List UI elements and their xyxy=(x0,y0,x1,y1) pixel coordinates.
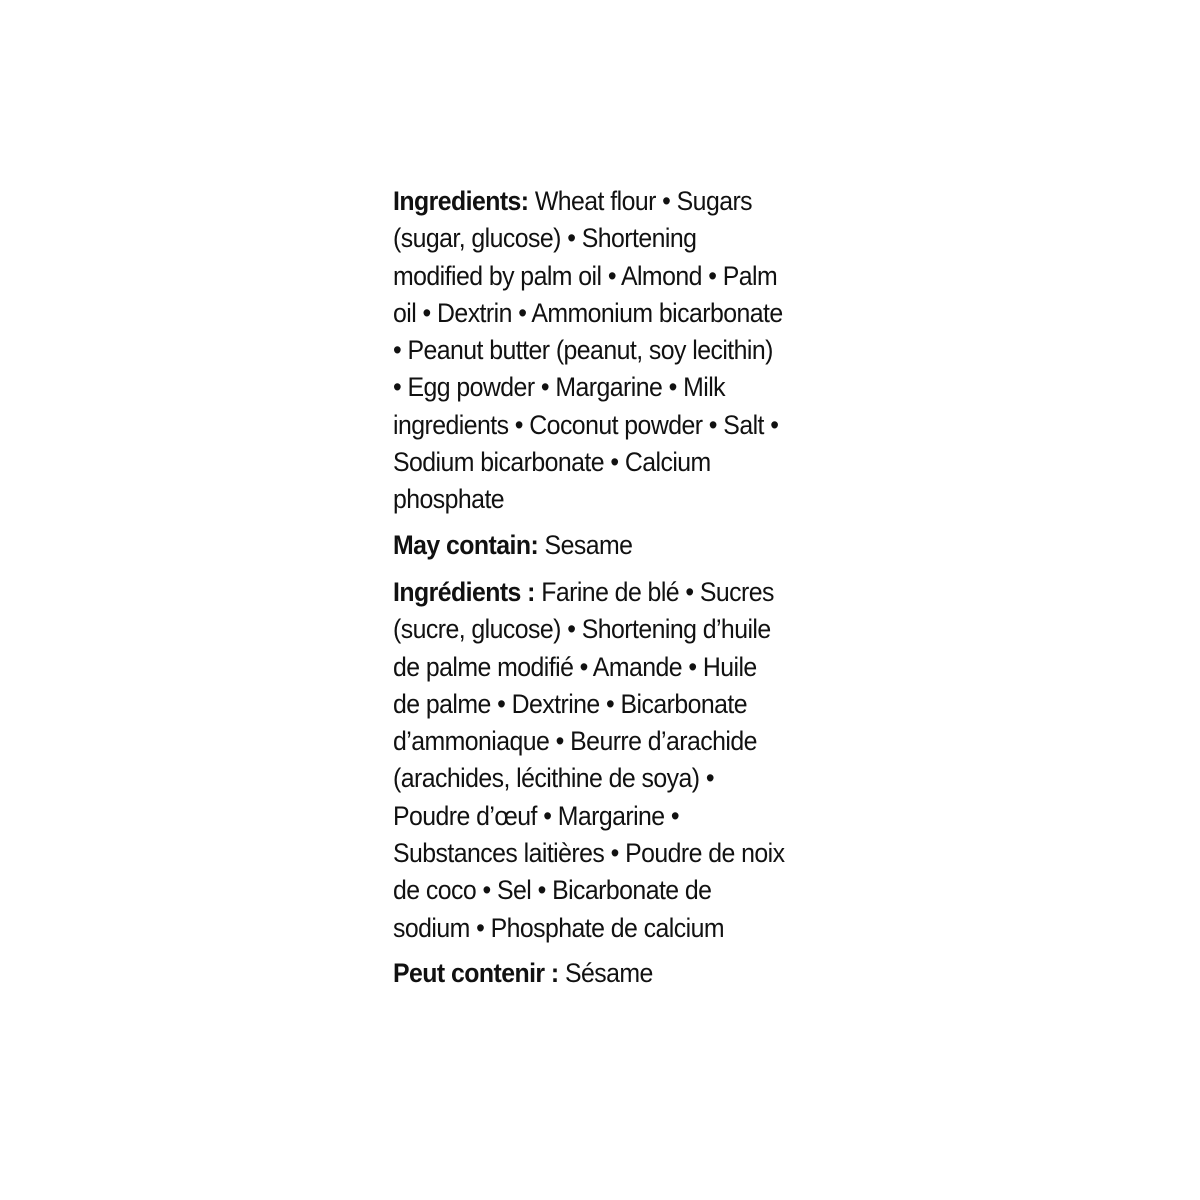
english-may-contain-block xyxy=(393,527,842,564)
french-ingredients-line: sodium • Phosphate de calcium xyxy=(393,912,724,943)
french-may-contain-heading: Peut contenir : xyxy=(393,957,559,988)
english-may-contain-line xyxy=(393,527,842,564)
french-ingredients-line: Poudre d’œuf • Margarine • xyxy=(393,800,680,831)
english-may-contain-heading: May contain: xyxy=(393,529,539,560)
french-ingredients-line: de coco • Sel • Bicarbonate de xyxy=(393,875,712,906)
english-ingredients-line: ingredients • Coconut powder • Salt • xyxy=(393,409,779,440)
french-ingredients-block xyxy=(393,574,842,947)
french-ingredients-heading: Ingrédients : xyxy=(393,576,535,607)
english-ingredients-line: (sugar, glucose) • Shortening xyxy=(393,223,697,254)
english-ingredients-line: phosphate xyxy=(393,484,505,515)
french-ingredients-line-1 xyxy=(393,574,842,611)
french-ingredients-line: Substances laitières • Poudre de noix xyxy=(393,838,785,869)
french-may-contain-block xyxy=(393,955,842,992)
french-may-contain-value: Sésame xyxy=(558,957,653,988)
english-ingredients-line-1 xyxy=(393,183,842,220)
french-may-contain-line xyxy=(393,955,842,992)
english-ingredients-line: Sodium bicarbonate • Calcium xyxy=(393,447,711,478)
english-ingredients-heading: Ingredients: xyxy=(393,186,529,216)
french-ingredients-line: (sucre, glucose) • Shortening d’huile xyxy=(393,614,771,645)
english-ingredients-line: • Egg powder • Margarine • Milk xyxy=(393,372,726,403)
french-ingredients-line: de palme • Dextrine • Bicarbonate xyxy=(393,688,748,719)
french-ingredients-line: de palme modifié • Amande • Huile xyxy=(393,651,757,682)
french-ingredients-line: (arachides, lécithine de soya) • xyxy=(393,763,715,794)
english-ingredients-line: • Peanut butter (peanut, soy lecithin) xyxy=(393,335,773,366)
english-may-contain-value: Sesame xyxy=(538,529,633,560)
english-ingredients-block xyxy=(393,183,842,519)
french-ingredients-text: Farine de blé • Sucres xyxy=(534,576,774,607)
french-ingredients-line: d’ammoniaque • Beurre d’arachide xyxy=(393,726,757,757)
ingredients-label-panel xyxy=(393,183,843,992)
english-ingredients-line: modified by palm oil • Almond • Palm xyxy=(393,260,778,291)
english-ingredients-line: oil • Dextrin • Ammonium bicarbonate xyxy=(393,297,783,328)
english-ingredients-text: Wheat flour • Sugars xyxy=(528,186,753,216)
